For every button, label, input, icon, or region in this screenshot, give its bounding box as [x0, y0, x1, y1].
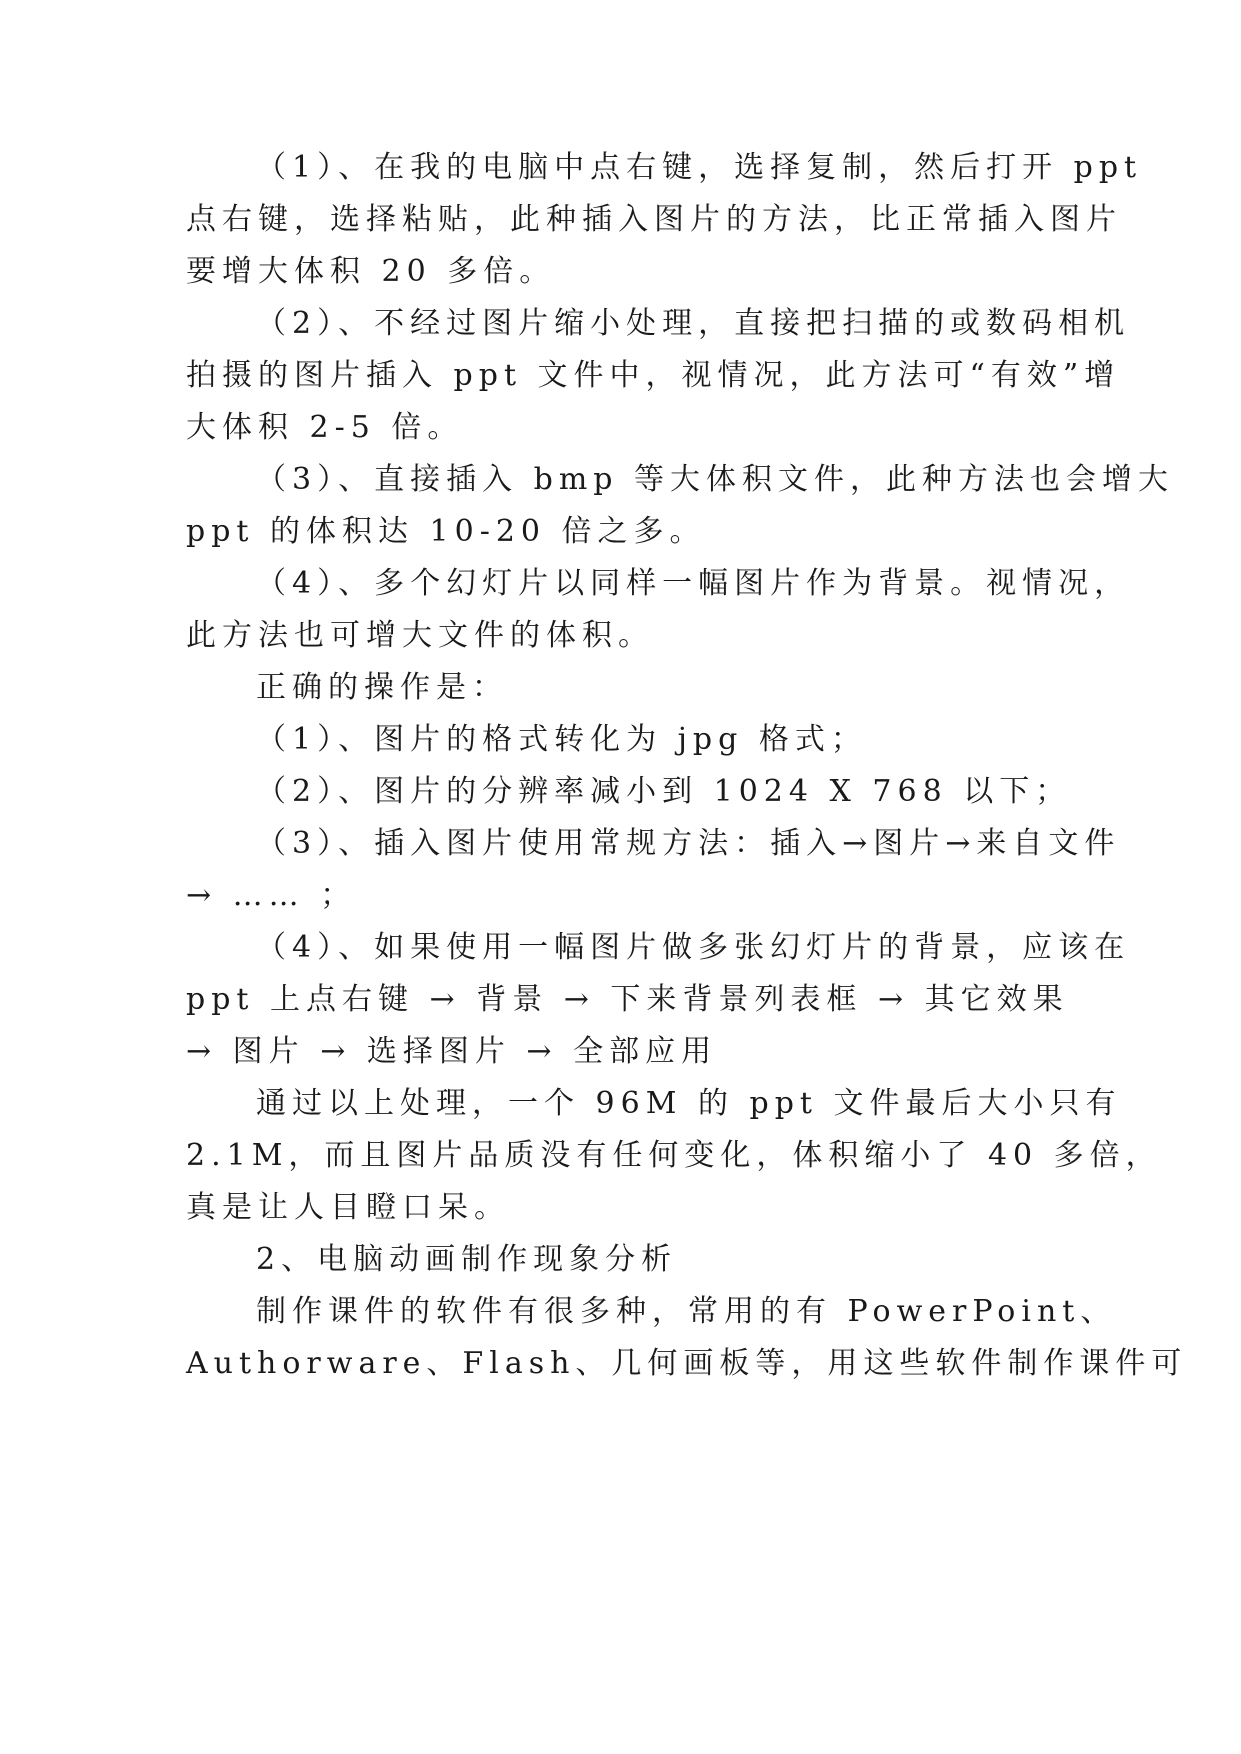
paragraph-line: 真是让人目瞪口呆。	[186, 1190, 510, 1225]
paragraph-line: （1）、在我的电脑中点右键，选择复制，然后打开 ppt	[256, 150, 1143, 185]
paragraph-line: ppt 的体积达 10-20 倍之多。	[186, 514, 706, 549]
paragraph-line: 正确的操作是：	[256, 670, 508, 705]
paragraph-line: （4）、如果使用一幅图片做多张幻灯片的背景，应该在	[256, 930, 1131, 965]
paragraph-line: 制作课件的软件有很多种，常用的有 PowerPoint、	[256, 1294, 1117, 1329]
paragraph-line: （1）、图片的格式转化为 jpg 格式；	[256, 722, 867, 757]
paragraph-line: （2）、图片的分辨率减小到 1024 X 768 以下；	[256, 774, 1072, 809]
paragraph-line: 点右键，选择粘贴，此种插入图片的方法，比正常插入图片	[186, 202, 1122, 237]
paragraph-line: 2.1M，而且图片品质没有任何变化，体积缩小了 40 多倍，	[186, 1138, 1162, 1173]
paragraph-line: （2）、不经过图片缩小处理，直接把扫描的或数码相机	[256, 306, 1131, 341]
paragraph-line: 大体积 2-5 倍。	[186, 410, 464, 445]
paragraph-line: 通过以上处理，一个 96M 的 ppt 文件最后大小只有	[256, 1086, 1122, 1121]
paragraph-line: （4）、多个幻灯片以同样一幅图片作为背景。视情况，	[256, 566, 1131, 601]
paragraph-line: ppt 上点右键 → 背景 → 下来背景列表框 → 其它效果	[186, 982, 1069, 1017]
paragraph-line: → …… ；	[186, 878, 357, 913]
paragraph-line: → 图片 → 选择图片 → 全部应用	[186, 1034, 718, 1069]
paragraph-line: （3）、插入图片使用常规方法：插入→图片→来自文件	[256, 826, 1121, 861]
paragraph-line: 此方法也可增大文件的体积。	[186, 618, 654, 653]
paragraph-line: 拍摄的图片插入 ppt 文件中，视情况，此方法可“有效”增	[186, 358, 1121, 393]
paragraph-line: Authorware、Flash、几何画板等，用这些软件制作课件可	[186, 1346, 1188, 1381]
paragraph-line: 要增大体积 20 多倍。	[186, 254, 556, 289]
paragraph-line: （3）、直接插入 bmp 等大体积文件，此种方法也会增大	[256, 462, 1175, 497]
section-heading: 2、电脑动画制作现象分析	[256, 1242, 678, 1277]
